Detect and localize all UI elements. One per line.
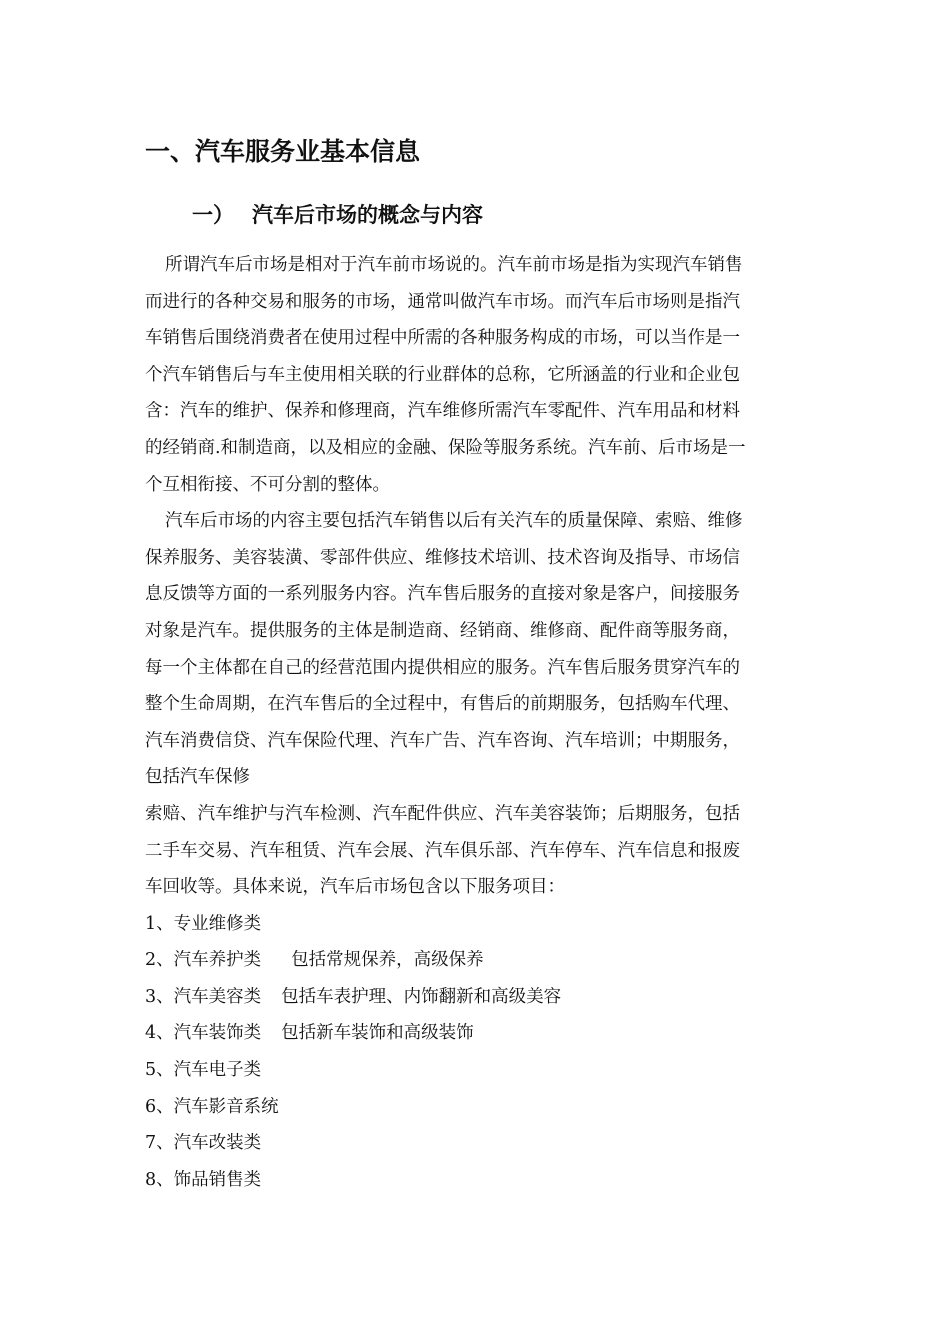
subsection-heading (192, 198, 483, 232)
paragraph-2-line: 汽车后市场的内容主要包括汽车销售以后有关汽车的质量保障、索赔、维修 (165, 511, 743, 532)
service-item (145, 906, 809, 943)
paragraph-2-line: 包括汽车保修 (145, 767, 250, 788)
service-item (145, 1125, 809, 1162)
paragraph-2-line: 整个生命周期，在汽车售后的全过程中，有售后的前期服务，包括购车代理、 (145, 694, 740, 715)
paragraph-2-line: 对象是汽车。提供服务的主体是制造商、经销商、维修商、配件商等服务商， (145, 620, 740, 641)
paragraph-2-line: 息反馈等方面的一系列服务内容。汽车售后服务的直接对象是客户，间接服务 (145, 584, 740, 605)
service-item (145, 1162, 809, 1199)
paragraph-2-line: 二手车交易、汽车租赁、汽车会展、汽车俱乐部、汽车停车、汽车信息和报废 (145, 840, 740, 861)
paragraph-1-line: 个汽车销售后与车主使用相关联的行业群体的总称，它所涵盖的行业和企业包 (145, 364, 740, 385)
paragraph-2-line: 保养服务、美容装潢、零部件供应、维修技术培训、技术咨询及指导、市场信 (145, 547, 740, 568)
service-item-label: 7、汽车改装类 (145, 1133, 262, 1154)
body-text (145, 247, 809, 1198)
service-item-label: 2、汽车养护类 (145, 950, 262, 971)
service-item-label: 6、汽车影音系统 (145, 1096, 279, 1117)
service-item (145, 1052, 809, 1089)
paragraph-1-line: 而进行的各种交易和服务的市场，通常叫做汽车市场。而汽车后市场则是指汽 (145, 291, 740, 312)
subsection-title: 汽车后市场的概念与内容 (252, 203, 483, 227)
paragraph-2-line: 车回收等。具体来说，汽车后市场包含以下服务项目： (145, 877, 565, 898)
paragraph-2-line: 汽车消费信贷、汽车保险代理、汽车广告、汽车咨询、汽车培训；中期服务， (145, 730, 740, 751)
service-item-label: 5、汽车电子类 (145, 1060, 262, 1081)
paragraph-1-line: 含：汽车的维护、保养和修理商，汽车维修所需汽车零配件、汽车用品和材料 (145, 401, 740, 422)
paragraph-1-line: 所谓汽车后市场是相对于汽车前市场说的。汽车前市场是指为实现汽车销售 (165, 255, 743, 275)
service-item (145, 979, 809, 1016)
paragraph-1-line: 个互相衔接、不可分割的整体。 (145, 474, 390, 495)
service-item-detail: 包括车表护理、内饰翻新和高级美容 (281, 986, 562, 1007)
paragraph-2-line: 每一个主体都在自己的经营范围内提供相应的服务。汽车售后服务贯穿汽车的 (145, 657, 740, 678)
paragraph-1-line: 的经销商.和制造商，以及相应的金融、保险等服务系统。汽车前、后市场是一 (145, 437, 746, 458)
service-item-label: 3、汽车美容类 (145, 986, 262, 1007)
paragraph-1-line: 车销售后围绕消费者在使用过程中所需的各种服务构成的市场，可以当作是一 (145, 328, 740, 349)
service-item-label: 1、专业维修类 (145, 913, 262, 934)
service-item-label: 4、汽车装饰类 (145, 1023, 262, 1044)
service-item-detail: 包括新车装饰和高级装饰 (281, 1023, 474, 1044)
service-item (145, 1089, 809, 1126)
subsection-number: 一） (192, 203, 234, 227)
paragraph-2-line: 索赔、汽车维护与汽车检测、汽车配件供应、汽车美容装饰；后期服务，包括 (145, 803, 740, 824)
service-item-label: 8、饰品销售类 (145, 1169, 262, 1190)
service-item-detail: 包括常规保养，高级保养 (291, 950, 484, 971)
service-item (145, 1015, 809, 1052)
service-item (145, 942, 809, 979)
section-heading: 一、汽车服务业基本信息 (145, 137, 421, 166)
